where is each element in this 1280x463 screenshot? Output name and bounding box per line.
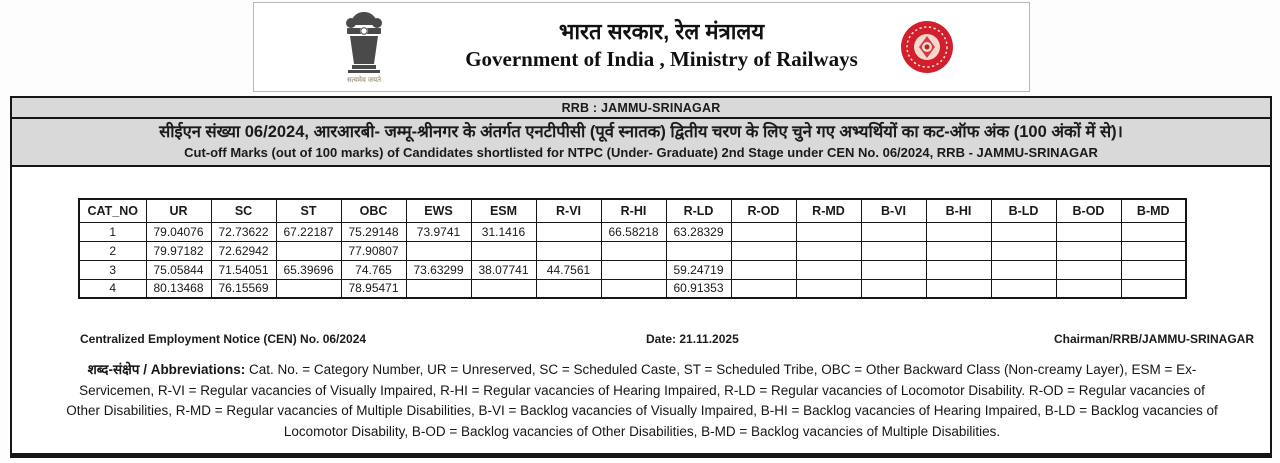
cutoff-score-cell <box>601 279 666 298</box>
cutoff-table-body <box>79 222 1186 298</box>
cutoff-score-cell <box>731 241 796 260</box>
cutoff-score-cell: 59.24719 <box>666 260 731 279</box>
signatory: Chairman/RRB/JAMMU-SRINAGAR <box>1053 332 1254 346</box>
cutoff-score-cell <box>1056 260 1121 279</box>
notice-title-hindi: सीईएन संख्या 06/2024, आरआरबी- जम्मू-श्रीनगर के अंतर्गत एनटीपीसी (पूर्व स्नातक) द्वितीय चरण के लिए चुने गए अभ्यर्थियों का कट-ऑफ अंक (100 अंकों में से)। <box>159 123 1123 141</box>
cutoff-score-cell: 74.765 <box>341 260 406 279</box>
cutoff-score-cell <box>406 279 471 298</box>
cutoff-score-cell <box>796 222 861 241</box>
column-header: R-VI <box>536 199 601 222</box>
cutoff-score-cell <box>406 241 471 260</box>
cutoff-score-cell: 73.63299 <box>406 260 471 279</box>
cutoff-score-cell <box>991 279 1056 298</box>
cutoff-score-cell <box>796 260 861 279</box>
national-emblem-icon <box>338 8 390 88</box>
cutoff-score-cell: 66.58218 <box>601 222 666 241</box>
column-header: B-VI <box>861 199 926 222</box>
table-row <box>79 279 1186 298</box>
column-header: CAT_NO <box>79 199 146 222</box>
cutoff-score-cell: 75.29148 <box>341 222 406 241</box>
document-date: Date: 21.11.2025 <box>646 332 739 346</box>
cutoff-score-cell <box>1121 241 1186 260</box>
column-header: R-HI <box>601 199 666 222</box>
cutoff-score-cell <box>471 279 536 298</box>
cutoff-score-cell <box>1056 279 1121 298</box>
cutoff-score-cell: 31.1416 <box>471 222 536 241</box>
cutoff-score-cell <box>1121 222 1186 241</box>
cutoff-score-cell: 72.62942 <box>211 241 276 260</box>
document-footer <box>12 332 1270 348</box>
column-header: R-OD <box>731 199 796 222</box>
column-header: ESM <box>471 199 536 222</box>
cutoff-score-cell: 79.04076 <box>146 222 211 241</box>
cutoff-score-cell: 73.9741 <box>406 222 471 241</box>
cutoff-score-cell <box>926 279 991 298</box>
notice-document <box>10 96 1272 458</box>
column-header: ST <box>276 199 341 222</box>
category-number-cell: 4 <box>79 279 146 298</box>
cutoff-score-cell <box>926 241 991 260</box>
category-number-cell: 3 <box>79 260 146 279</box>
table-row <box>79 222 1186 241</box>
column-header: SC <box>211 199 276 222</box>
column-header: OBC <box>341 199 406 222</box>
column-header: B-MD <box>1121 199 1186 222</box>
cutoff-score-cell <box>796 279 861 298</box>
cutoff-score-cell <box>601 260 666 279</box>
cutoff-score-cell <box>471 241 536 260</box>
cutoff-score-cell <box>926 260 991 279</box>
column-header: R-LD <box>666 199 731 222</box>
cutoff-score-cell: 75.05844 <box>146 260 211 279</box>
table-row <box>79 241 1186 260</box>
column-header: B-OD <box>1056 199 1121 222</box>
column-header: UR <box>146 199 211 222</box>
cutoff-score-cell <box>796 241 861 260</box>
column-header: R-MD <box>796 199 861 222</box>
cutoff-score-cell <box>731 222 796 241</box>
letterhead-titles <box>404 19 919 73</box>
ministry-title-english: Government of India , Ministry of Railways <box>465 47 858 71</box>
cen-number: Centralized Employment Notice (CEN) No. 06/2024 <box>80 332 367 346</box>
cutoff-score-cell <box>1056 222 1121 241</box>
abbreviations-paragraph <box>66 360 1218 442</box>
indian-railways-logo <box>899 19 955 75</box>
cutoff-score-cell <box>861 241 926 260</box>
table-row <box>79 260 1186 279</box>
cutoff-score-cell: 60.91353 <box>666 279 731 298</box>
cutoff-score-cell <box>861 260 926 279</box>
cutoff-score-cell <box>861 279 926 298</box>
emblem-caption: सत्यमेव जयते <box>346 77 382 84</box>
letterhead <box>253 2 1030 92</box>
notice-title-english: Cut-off Marks (out of 100 marks) of Candidates shortlisted for NTPC (Under- Graduate) 2nd Stage under CEN No. 06/2024, RRB - JAMMU-SRINAGAR <box>184 145 1098 160</box>
cutoff-score-cell <box>1056 241 1121 260</box>
column-header: B-HI <box>926 199 991 222</box>
cutoff-score-cell: 78.95471 <box>341 279 406 298</box>
cutoff-score-cell: 71.54051 <box>211 260 276 279</box>
notice-title-block <box>12 119 1270 167</box>
column-header: EWS <box>406 199 471 222</box>
cutoff-score-cell <box>601 241 666 260</box>
cutoff-score-cell: 72.73622 <box>211 222 276 241</box>
cutoff-score-cell: 63.28329 <box>666 222 731 241</box>
cutoff-score-cell <box>666 241 731 260</box>
cutoff-score-cell <box>536 222 601 241</box>
cutoff-score-cell: 44.7561 <box>536 260 601 279</box>
cutoff-score-cell <box>991 222 1056 241</box>
cutoff-score-cell <box>1121 279 1186 298</box>
cutoff-score-cell <box>926 222 991 241</box>
cutoff-score-cell: 80.13468 <box>146 279 211 298</box>
board-title-bar: RRB : JAMMU-SRINAGAR <box>12 98 1270 119</box>
cutoff-score-cell: 77.90807 <box>341 241 406 260</box>
cutoff-score-cell <box>731 260 796 279</box>
column-header: B-LD <box>991 199 1056 222</box>
cutoff-table-header <box>79 199 1186 222</box>
category-number-cell: 2 <box>79 241 146 260</box>
cutoff-score-cell: 38.07741 <box>471 260 536 279</box>
cutoff-score-cell <box>276 279 341 298</box>
cutoff-score-cell <box>1121 260 1186 279</box>
cutoff-score-cell <box>731 279 796 298</box>
cutoff-score-cell: 67.22187 <box>276 222 341 241</box>
category-number-cell: 1 <box>79 222 146 241</box>
abbreviations-label: शब्द-संक्षेप / Abbreviations: <box>87 362 246 377</box>
cutoff-score-cell <box>861 222 926 241</box>
ministry-title-hindi: भारत सरकार, रेल मंत्रालय <box>558 19 765 44</box>
cutoff-score-cell <box>536 279 601 298</box>
abbreviations-text: Cat. No. = Category Number, UR = Unreserved, SC = Scheduled Caste, ST = Scheduled Tribe, OBC = Other Backward Class (Non-creamy Layer), ESM = Ex-Servicemen, R-VI = Regular vacancies of Visually Impaired, R-HI = Regular vacancies of Hearing Impaired, R-LD = Regular vacancies of Locomotor Disability. R-OD = Regular vacancies of Other Disabilities, R-MD = Regular vacancies of Multiple Disabilities, B-VI = Backlog vacancies of Visually Impaired, B-HI = Backlog vacancies of Hearing Impaired, B-LD = Backlog vacancies of Locomotor Disability, B-OD = Backlog vacancies of Other Disabilities, B-MD = Backlog vacancies of Multiple Disabilities. <box>66 362 1218 439</box>
cutoff-score-cell <box>276 241 341 260</box>
cutoff-score-cell <box>991 241 1056 260</box>
cutoff-table <box>78 198 1187 299</box>
cutoff-score-cell: 76.15569 <box>211 279 276 298</box>
cutoff-score-cell <box>536 241 601 260</box>
cutoff-score-cell: 65.39696 <box>276 260 341 279</box>
cutoff-score-cell: 79.97182 <box>146 241 211 260</box>
cutoff-score-cell <box>991 260 1056 279</box>
